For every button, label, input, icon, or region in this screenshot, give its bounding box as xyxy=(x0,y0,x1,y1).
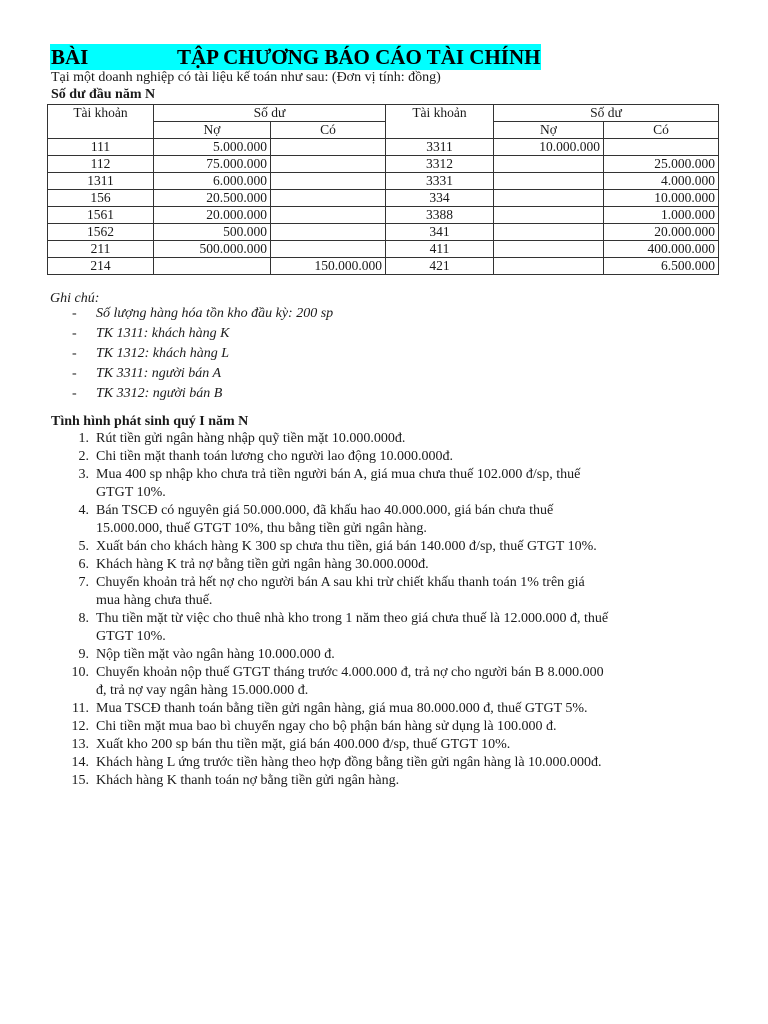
debit-cell xyxy=(494,258,604,275)
debit-cell xyxy=(494,156,604,173)
credit-cell xyxy=(271,156,386,173)
note-item xyxy=(72,325,333,345)
credit-cell: 20.000.000 xyxy=(604,224,719,241)
debit-cell xyxy=(494,241,604,258)
transaction-number: 9. xyxy=(78,647,89,662)
transaction-item xyxy=(50,502,720,538)
transaction-line: Khách hàng L ứng trước tiền hàng theo hợp đồng bằng tiền gửi ngân hàng là 10.000.000đ. xyxy=(96,755,602,770)
transactions-list xyxy=(50,430,720,790)
account-cell: 421 xyxy=(386,258,494,275)
credit-cell xyxy=(271,139,386,156)
header-balance-right: Số dư xyxy=(494,105,719,122)
transaction-line: mua hàng chưa thuế. xyxy=(96,593,213,608)
header-credit-right: Có xyxy=(604,122,719,139)
table-header-row xyxy=(48,105,719,122)
transaction-number: 13. xyxy=(71,737,89,752)
transaction-number: 7. xyxy=(78,575,89,590)
account-cell: 1561 xyxy=(48,207,154,224)
table-row xyxy=(48,139,719,156)
transaction-number: 2. xyxy=(78,449,89,464)
transaction-number: 5. xyxy=(78,539,89,554)
table-row xyxy=(48,190,719,207)
transaction-line: Xuất kho 200 sp bán thu tiền mặt, giá bán 400.000 đ/sp, thuế GTGT 10%. xyxy=(96,737,511,752)
title-part-1: BÀI xyxy=(50,44,176,70)
note-item xyxy=(72,305,333,325)
opening-balance-table xyxy=(47,104,719,275)
header-balance-left: Số dư xyxy=(154,105,386,122)
account-cell: 3388 xyxy=(386,207,494,224)
note-text: TK 3311: người bán A xyxy=(96,366,222,381)
debit-cell xyxy=(494,173,604,190)
notes-list xyxy=(72,305,333,405)
header-account-right: Tài khoản xyxy=(386,105,494,139)
transaction-item xyxy=(50,574,720,610)
debit-cell: 5.000.000 xyxy=(154,139,271,156)
debit-cell xyxy=(494,207,604,224)
transaction-number: 4. xyxy=(78,503,89,518)
header-account-left: Tài khoản xyxy=(48,105,154,139)
title-part-2: TẬP CHƯƠNG BÁO CÁO TÀI CHÍNH xyxy=(177,45,541,69)
debit-cell: 500.000.000 xyxy=(154,241,271,258)
transaction-item xyxy=(50,430,720,448)
credit-cell xyxy=(271,207,386,224)
transaction-number: 11. xyxy=(72,701,89,716)
account-cell: 334 xyxy=(386,190,494,207)
account-cell: 111 xyxy=(48,139,154,156)
account-cell: 3331 xyxy=(386,173,494,190)
account-cell: 112 xyxy=(48,156,154,173)
credit-cell: 1.000.000 xyxy=(604,207,719,224)
debit-cell: 20.000.000 xyxy=(154,207,271,224)
transaction-line: 15.000.000, thuế GTGT 10%, thu bằng tiền gửi ngân hàng. xyxy=(96,521,427,536)
debit-cell xyxy=(494,224,604,241)
credit-cell xyxy=(604,139,719,156)
debit-cell: 10.000.000 xyxy=(494,139,604,156)
page-title xyxy=(50,44,541,70)
header-debit-left: Nợ xyxy=(154,122,271,139)
transaction-item xyxy=(50,700,720,718)
note-item xyxy=(72,365,333,385)
note-text: TK 1311: khách hàng K xyxy=(96,326,230,341)
table-row xyxy=(48,156,719,173)
intro-text: Tại một doanh nghiệp có tài liệu kế toán như sau: (Đơn vị tính: đồng) xyxy=(51,70,441,85)
account-cell: 1562 xyxy=(48,224,154,241)
transaction-line: Mua 400 sp nhập kho chưa trả tiền người bán A, giá mua chưa thuế 102.000 đ/sp, thuế xyxy=(96,467,581,482)
table-row xyxy=(48,241,719,258)
table-row xyxy=(48,207,719,224)
transaction-line: đ, trả nợ vay ngân hàng 15.000.000 đ. xyxy=(96,683,309,698)
transaction-number: 8. xyxy=(78,611,89,626)
transaction-item xyxy=(50,664,720,700)
bullet-dash: - xyxy=(72,366,77,381)
transaction-item xyxy=(50,610,720,646)
bullet-dash: - xyxy=(72,386,77,401)
note-item xyxy=(72,345,333,365)
debit-cell: 75.000.000 xyxy=(154,156,271,173)
transaction-item xyxy=(50,538,720,556)
credit-cell: 4.000.000 xyxy=(604,173,719,190)
transaction-item xyxy=(50,754,720,772)
account-cell: 214 xyxy=(48,258,154,275)
transaction-item xyxy=(50,466,720,502)
transaction-item xyxy=(50,772,720,790)
debit-cell: 6.000.000 xyxy=(154,173,271,190)
note-text: TK 1312: khách hàng L xyxy=(96,346,229,361)
transaction-number: 3. xyxy=(78,467,89,482)
account-cell: 156 xyxy=(48,190,154,207)
transaction-line: Bán TSCĐ có nguyên giá 50.000.000, đã khấu hao 40.000.000, giá bán chưa thuế xyxy=(96,503,554,518)
transaction-line: Thu tiền mặt từ việc cho thuê nhà kho trong 1 năm theo giá chưa thuế là 12.000.000 đ, thuế xyxy=(96,611,609,626)
header-credit-left: Có xyxy=(271,122,386,139)
bullet-dash: - xyxy=(72,306,77,321)
account-cell: 3312 xyxy=(386,156,494,173)
credit-cell: 10.000.000 xyxy=(604,190,719,207)
note-text: Số lượng hàng hóa tồn kho đầu kỳ: 200 sp xyxy=(96,306,334,321)
account-cell: 341 xyxy=(386,224,494,241)
transaction-line: Xuất bán cho khách hàng K 300 sp chưa thu tiền, giá bán 140.000 đ/sp, thuế GTGT 10%. xyxy=(96,539,597,554)
account-cell: 3311 xyxy=(386,139,494,156)
table-row xyxy=(48,173,719,190)
transaction-line: GTGT 10%. xyxy=(96,485,166,500)
header-debit-right: Nợ xyxy=(494,122,604,139)
transaction-number: 14. xyxy=(71,755,89,770)
transaction-line: Chuyển khoản trả hết nợ cho người bán A sau khi trừ chiết khấu thanh toán 1% trên giá xyxy=(96,575,585,590)
account-cell: 411 xyxy=(386,241,494,258)
transaction-item xyxy=(50,646,720,664)
transaction-line: Rút tiền gửi ngân hàng nhập quỹ tiền mặt 10.000.000đ. xyxy=(96,431,406,446)
credit-cell: 400.000.000 xyxy=(604,241,719,258)
transaction-line: Chi tiền mặt mua bao bì chuyển ngay cho bộ phận bán hàng sử dụng là 100.000 đ. xyxy=(96,719,557,734)
credit-cell xyxy=(271,190,386,207)
note-text: TK 3312: người bán B xyxy=(96,386,223,401)
credit-cell xyxy=(271,224,386,241)
transaction-line: Khách hàng K trả nợ bằng tiền gửi ngân hàng 30.000.000đ. xyxy=(96,557,429,572)
transaction-number: 6. xyxy=(78,557,89,572)
credit-cell: 25.000.000 xyxy=(604,156,719,173)
transaction-number: 15. xyxy=(71,773,89,788)
transaction-item xyxy=(50,556,720,574)
debit-cell: 20.500.000 xyxy=(154,190,271,207)
transaction-line: Chuyển khoản nộp thuế GTGT tháng trước 4.000.000 đ, trả nợ cho người bán B 8.000.000 xyxy=(96,665,604,680)
account-cell: 1311 xyxy=(48,173,154,190)
bullet-dash: - xyxy=(72,326,77,341)
credit-cell: 150.000.000 xyxy=(271,258,386,275)
transaction-line: Mua TSCĐ thanh toán bằng tiền gửi ngân hàng, giá mua 80.000.000 đ, thuế GTGT 5%. xyxy=(96,701,588,716)
debit-cell: 500.000 xyxy=(154,224,271,241)
transaction-line: GTGT 10%. xyxy=(96,629,166,644)
account-cell: 211 xyxy=(48,241,154,258)
transaction-line: Chi tiền mặt thanh toán lương cho người lao động 10.000.000đ. xyxy=(96,449,453,464)
transaction-line: Khách hàng K thanh toán nợ bằng tiền gửi ngân hàng. xyxy=(96,773,400,788)
credit-cell xyxy=(271,173,386,190)
bullet-dash: - xyxy=(72,346,77,361)
transaction-line: Nộp tiền mặt vào ngân hàng 10.000.000 đ. xyxy=(96,647,335,662)
debit-cell xyxy=(494,190,604,207)
credit-cell: 6.500.000 xyxy=(604,258,719,275)
transaction-number: 12. xyxy=(71,719,89,734)
transaction-number: 10. xyxy=(71,665,89,680)
transaction-number: 1. xyxy=(78,431,89,446)
opening-balance-heading: Số dư đầu năm N xyxy=(51,87,156,102)
note-item xyxy=(72,385,333,405)
credit-cell xyxy=(271,241,386,258)
table-row xyxy=(48,224,719,241)
transactions-heading: Tình hình phát sinh quý I năm N xyxy=(51,414,249,429)
transaction-item xyxy=(50,736,720,754)
debit-cell xyxy=(154,258,271,275)
transaction-item xyxy=(50,718,720,736)
transaction-item xyxy=(50,448,720,466)
table-row xyxy=(48,258,719,275)
notes-heading: Ghi chú: xyxy=(50,291,100,306)
